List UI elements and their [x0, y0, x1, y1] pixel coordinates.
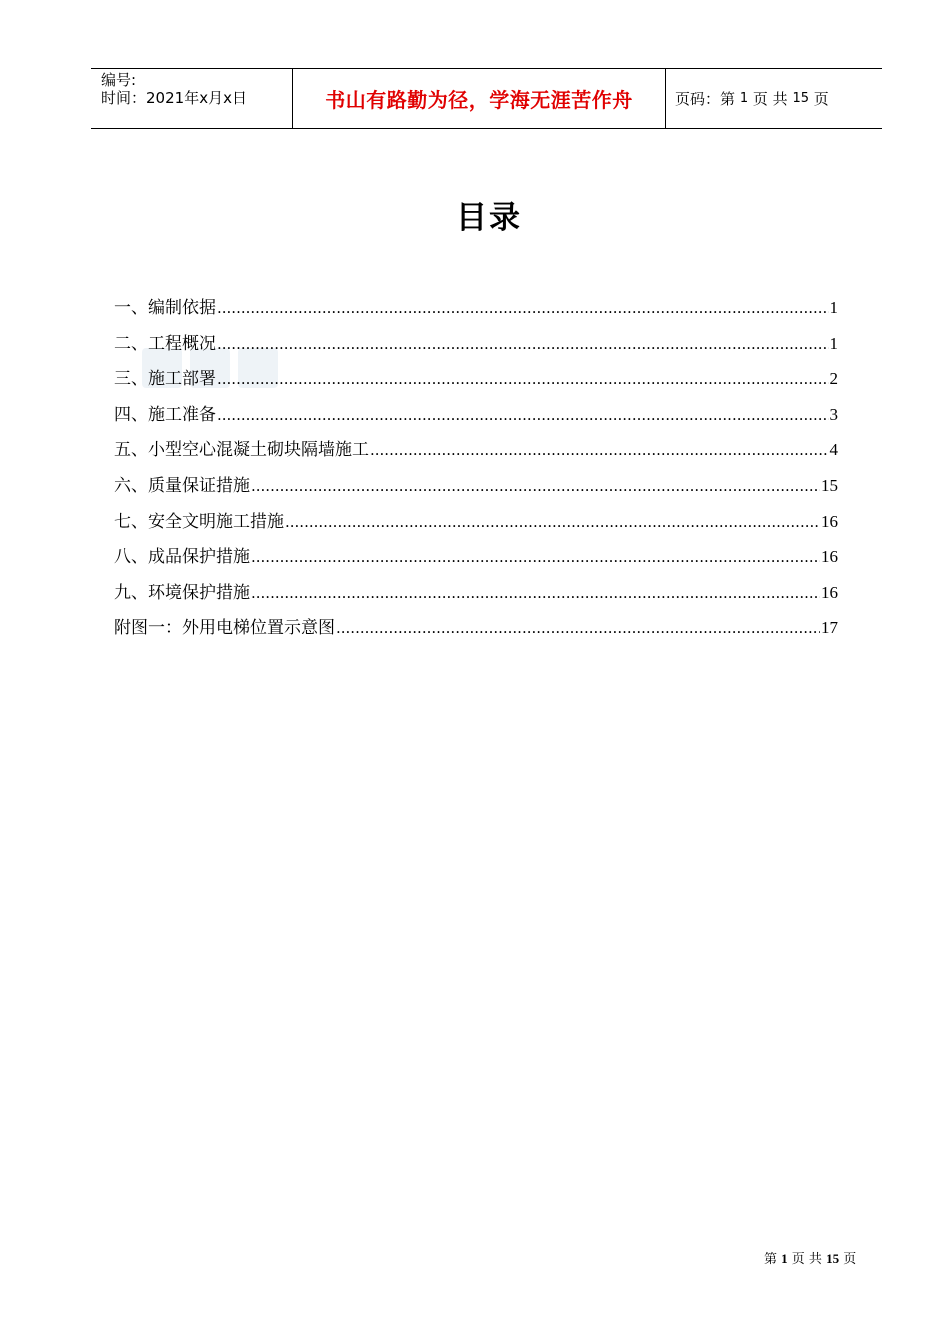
- footer-mid: 页 共: [791, 1252, 822, 1267]
- toc-entry-page: 4: [829, 440, 838, 460]
- toc-leader-dots: [251, 540, 820, 575]
- time-line: [101, 89, 292, 107]
- time-value: 2021年x月x日: [146, 89, 247, 107]
- toc-entry-label: 附图一：外用电梯位置示意图: [114, 618, 335, 639]
- page-suffix: 页: [813, 90, 829, 108]
- toc-entry-page: 1: [829, 298, 838, 317]
- toc-entry-label: 七、安全文明施工措施: [114, 511, 284, 532]
- toc-entry[interactable]: [114, 290, 838, 326]
- toc-entry-page: 17: [821, 618, 838, 638]
- footer-prefix: 第: [764, 1252, 778, 1267]
- footer-suffix: 页: [843, 1252, 857, 1267]
- toc-entry-label: 二、工程概况: [114, 333, 216, 354]
- toc-entry-page: 15: [821, 475, 838, 495]
- toc-entry[interactable]: [114, 326, 838, 362]
- toc-leader-dots: [217, 362, 829, 397]
- toc-entry[interactable]: [114, 539, 838, 575]
- toc-entry-page: 16: [821, 511, 838, 531]
- toc-leader-dots: [336, 611, 820, 646]
- toc-entry-page: 16: [821, 582, 838, 602]
- page-footer: [764, 1248, 856, 1267]
- page-mid: 页 共: [752, 90, 788, 108]
- page-header: [91, 68, 882, 129]
- page-title: 目录: [456, 200, 522, 236]
- toc-entry[interactable]: [114, 468, 838, 504]
- page-current: 1: [739, 91, 749, 106]
- toc-entry-label: 三、施工部署: [114, 369, 216, 390]
- header-page-cell: [666, 69, 882, 128]
- toc-entry-label: 六、质量保证措施: [114, 475, 250, 496]
- toc-entry-page: 3: [829, 404, 838, 424]
- table-of-contents: [114, 290, 838, 646]
- toc-entry-label: 八、成品保护措施: [114, 547, 250, 568]
- toc-entry[interactable]: [114, 575, 838, 611]
- toc-leader-dots: [251, 469, 820, 504]
- toc-entry-page: 16: [821, 547, 838, 567]
- toc-entry-page: 2: [829, 369, 838, 389]
- page-total: 15: [792, 91, 809, 106]
- toc-leader-dots: [217, 327, 829, 362]
- toc-leader-dots: [217, 291, 829, 326]
- toc-entry-label: 四、施工准备: [114, 404, 216, 425]
- toc-entry[interactable]: [114, 361, 838, 397]
- time-label: 时间：: [101, 89, 147, 107]
- header-motto: 书山有路勤为径，学海无涯苦作舟: [325, 88, 633, 112]
- toc-leader-dots: [285, 505, 820, 540]
- number-label: 编号:: [101, 71, 137, 89]
- footer-total: 15: [826, 1251, 840, 1266]
- toc-leader-dots: [217, 398, 829, 433]
- toc-entry[interactable]: [114, 610, 838, 646]
- toc-entry-label: 九、环境保护措施: [114, 582, 250, 603]
- page-label: 页码：: [675, 90, 721, 108]
- toc-entry-label: 一、编制依据: [114, 298, 216, 318]
- toc-leader-dots: [251, 576, 820, 611]
- toc-leader-dots: [370, 433, 829, 468]
- toc-entry[interactable]: [114, 504, 838, 540]
- page-prefix: 第: [720, 90, 736, 108]
- header-meta-cell: [91, 69, 293, 128]
- toc-entry-label: 五、小型空心混凝土砌块隔墙施工: [114, 440, 369, 461]
- header-motto-cell: [293, 69, 666, 128]
- footer-current: 1: [781, 1251, 788, 1266]
- toc-entry[interactable]: [114, 397, 838, 433]
- toc-entry-page: 1: [829, 333, 838, 353]
- toc-entry[interactable]: [114, 432, 838, 468]
